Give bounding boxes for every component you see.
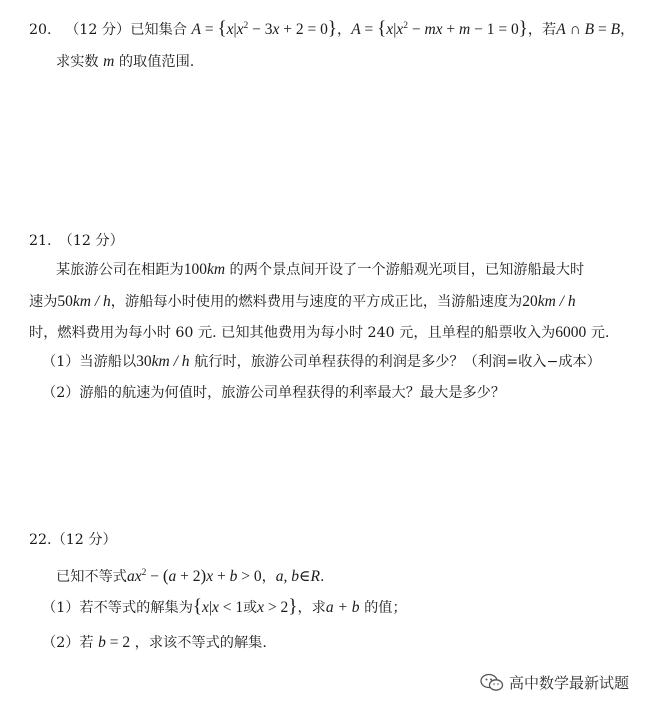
q22-expr: a + b [325,599,360,616]
q20-connector: ，若 [527,22,557,39]
watermark [480,672,629,693]
q21-max-speed: 50 [57,293,73,310]
q21-sub2-text: （2）游船的航速为何值时，旅游公司单程获得的利率最大？最大是多少？ [42,385,506,401]
q21-p2b: ，游船每小时使用的燃料费用与速度的平方成正比，当游船速度为 [110,294,523,310]
q22-vars: a, b [275,568,300,586]
q22-l1-end: . [319,569,325,586]
q22-sub1b: ，求 [297,600,326,616]
q21-sub1 [42,352,601,372]
q20-cap: ∩ [565,21,585,39]
q21-unit-km: km [206,261,226,278]
q21-para-line2 [29,292,576,312]
q20-set-a-formula: = $\{x|x^2 - 3x + 2 = 0\}$ [200,18,337,40]
q21-sub1a: （1）当游船以 [42,354,137,370]
q21-header-text: 21. （12 分） [29,233,124,249]
q21-sub2 [42,383,505,403]
q21-p2a: 速为 [29,294,58,310]
q22-sub2b: ，求该不等式的解集. [134,635,267,651]
q21-unit-kmh-1: km / h [72,293,111,310]
q21-header [29,231,124,251]
q20-line1 [29,16,634,40]
q22-l1b: ， [261,569,276,586]
q21-unit-kmh-3: km / h [151,353,190,370]
q20-comma: ， [337,22,352,39]
q22-solution-set: {x|x < 1或x > 2} [192,596,298,617]
q22-real-set: R [310,568,320,586]
q22-sub1a: （1）若不等式的解集为 [42,600,193,616]
q20-number: 20. [29,22,52,39]
q20-cond-b: B [584,21,595,39]
q22-in: ∈ [299,568,311,586]
q20-line2-end: 的取值范围. [118,54,195,70]
q20-comma2: ， [620,22,635,39]
q21-p1a: 某旅游公司在相距为 [56,262,184,278]
q20-eq: = [594,21,611,39]
q20-set-b-formula: = {$x|x^2$ − mx + m − 1 = 0} [360,18,528,40]
q21-speed-30: 30 [136,353,152,370]
q20-line2 [56,52,194,72]
q22-or: 或 [243,600,258,616]
watermark-text: 高中数学最新试题 [509,674,630,692]
q22-sub2 [42,633,267,653]
q22-l1a: 已知不等式 [56,569,127,586]
q20-var-m: m [103,53,115,70]
q21-p3a: 时，燃料费用为每小时 60 元. 已知其他费用为每小时 240 元，且单程的船票收入为 [29,325,556,341]
q22-header-text: 22.（12 分） [29,532,117,548]
q21-ticket-price: 6000 [555,324,587,341]
wechat-logo-icon [480,673,504,693]
q20-line2-text: 求实数 [56,54,99,70]
q21-p3b: 元. [590,325,610,341]
q22-b-value: b = 2 [98,634,131,651]
q21-p1b: 的两个景点间开设了一个游船观光项目，已知游船最大时 [229,262,585,278]
q22-header [29,530,117,550]
q22-inequality: $ax^2 - (a + 2)x + b > 0$ [126,566,262,586]
q20-set-b-name: A [351,21,361,39]
q21-sub1b: 航行时，旅游公司单程获得的利润是多少？（利润=收入−成本） [194,354,601,370]
q22-sub1c: 的值； [364,600,407,616]
q21-ref-speed: 20 [522,293,538,310]
q22-sub1 [42,598,407,618]
q22-line1 [56,563,325,587]
q20-points: （12 分）已知集合 [65,22,187,39]
q21-distance: 100 [183,261,207,278]
q21-unit-kmh-2: km / h [537,293,576,310]
q20-cond-c: B [610,21,621,39]
q22-sub2a: （2）若 [42,635,94,651]
q21-para-line3 [29,323,609,343]
q21-para-line1 [56,260,584,280]
q20-cond-a: A [556,21,566,39]
q20-set-a-name: A [191,21,201,39]
